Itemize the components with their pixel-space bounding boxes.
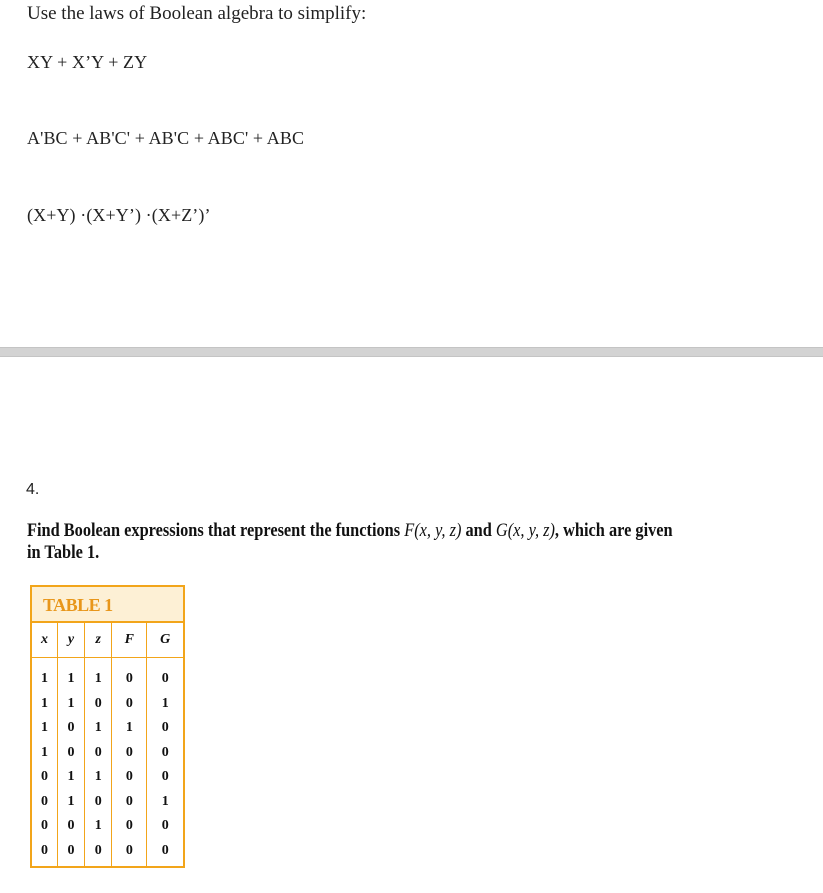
table-cell: 1	[85, 814, 112, 839]
expression-1: XY + X’Y + ZY	[27, 52, 148, 72]
table-cell: 0	[147, 741, 183, 766]
table-cell: 0	[112, 741, 147, 766]
header-z: z	[85, 623, 112, 658]
table-cell: 1	[85, 658, 112, 692]
question-text-a: Find Boolean expressions that represent the functions	[27, 520, 405, 541]
table-row	[32, 741, 183, 766]
table-cell: 0	[112, 692, 147, 717]
table-row	[32, 765, 183, 790]
table-cell: 1	[57, 765, 84, 790]
question-text-and: and	[461, 520, 496, 541]
table-cell: 0	[40, 769, 48, 785]
header-f: F	[112, 623, 147, 658]
table-cell: 1	[57, 658, 84, 692]
table-cell: 0	[57, 741, 84, 766]
table-cell: 0	[147, 716, 183, 741]
table-cell: 0	[147, 839, 183, 867]
table-cell: 0	[40, 818, 48, 834]
question-number: 4.	[26, 481, 40, 498]
table-row	[32, 839, 183, 867]
table-cell: 0	[85, 692, 112, 717]
table-row	[32, 692, 183, 717]
table-cell: 0	[112, 814, 147, 839]
expression-3: (X+Y) ·(X+Y’) ·(X+Z’)’	[27, 205, 211, 225]
function-g-args: (x, y, z)	[507, 520, 555, 541]
table-cell: 1	[40, 671, 48, 687]
table-cell: 0	[85, 790, 112, 815]
table-cell: 0	[57, 839, 84, 867]
table-cell: 0	[112, 658, 147, 692]
section-divider	[0, 347, 823, 357]
table-cell: 1	[112, 716, 147, 741]
function-f-args: (x, y, z)	[414, 520, 462, 541]
table-cell: 1	[85, 765, 112, 790]
table-cell: 0	[85, 741, 112, 766]
table-cell: 0	[57, 814, 84, 839]
table-cell: 1	[57, 790, 84, 815]
table-cell: 0	[147, 814, 183, 839]
table-cell: 0	[85, 839, 112, 867]
table-row	[32, 716, 183, 741]
question-text-b: , which are given	[554, 520, 673, 541]
table-cell: 0	[40, 842, 48, 858]
truth-table	[30, 585, 185, 868]
table-cell: 0	[112, 790, 147, 815]
table-header-row	[32, 623, 183, 658]
header-y: y	[57, 623, 84, 658]
table-caption: TABLE 1	[32, 587, 183, 623]
table-row	[32, 658, 183, 692]
table-cell: 1	[57, 692, 84, 717]
table-cell: 1	[40, 695, 48, 711]
table-cell: 1	[147, 790, 183, 815]
header-g: G	[147, 623, 183, 658]
table-cell: 1	[40, 744, 48, 760]
truth-table-grid	[32, 623, 183, 866]
question-text	[27, 520, 698, 564]
table-cell: 0	[112, 839, 147, 867]
function-g-name: G	[495, 520, 508, 541]
table-cell: 0	[112, 765, 147, 790]
function-f-name: F	[404, 520, 415, 541]
question-text-c: in Table 1.	[27, 542, 100, 563]
instruction-text: Use the laws of Boolean algebra to simplify:	[27, 3, 367, 24]
table-cell: 0	[40, 793, 48, 809]
table-cell: 1	[40, 720, 48, 736]
table-cell: 0	[147, 658, 183, 692]
table-cell: 0	[147, 765, 183, 790]
table-cell: 1	[85, 716, 112, 741]
table-cell: 1	[147, 692, 183, 717]
table-row	[32, 814, 183, 839]
expression-2: A'BC + AB'C' + AB'C + ABC' + ABC	[27, 128, 305, 148]
header-x: x	[32, 623, 57, 658]
table-row	[32, 790, 183, 815]
table-cell: 0	[57, 716, 84, 741]
